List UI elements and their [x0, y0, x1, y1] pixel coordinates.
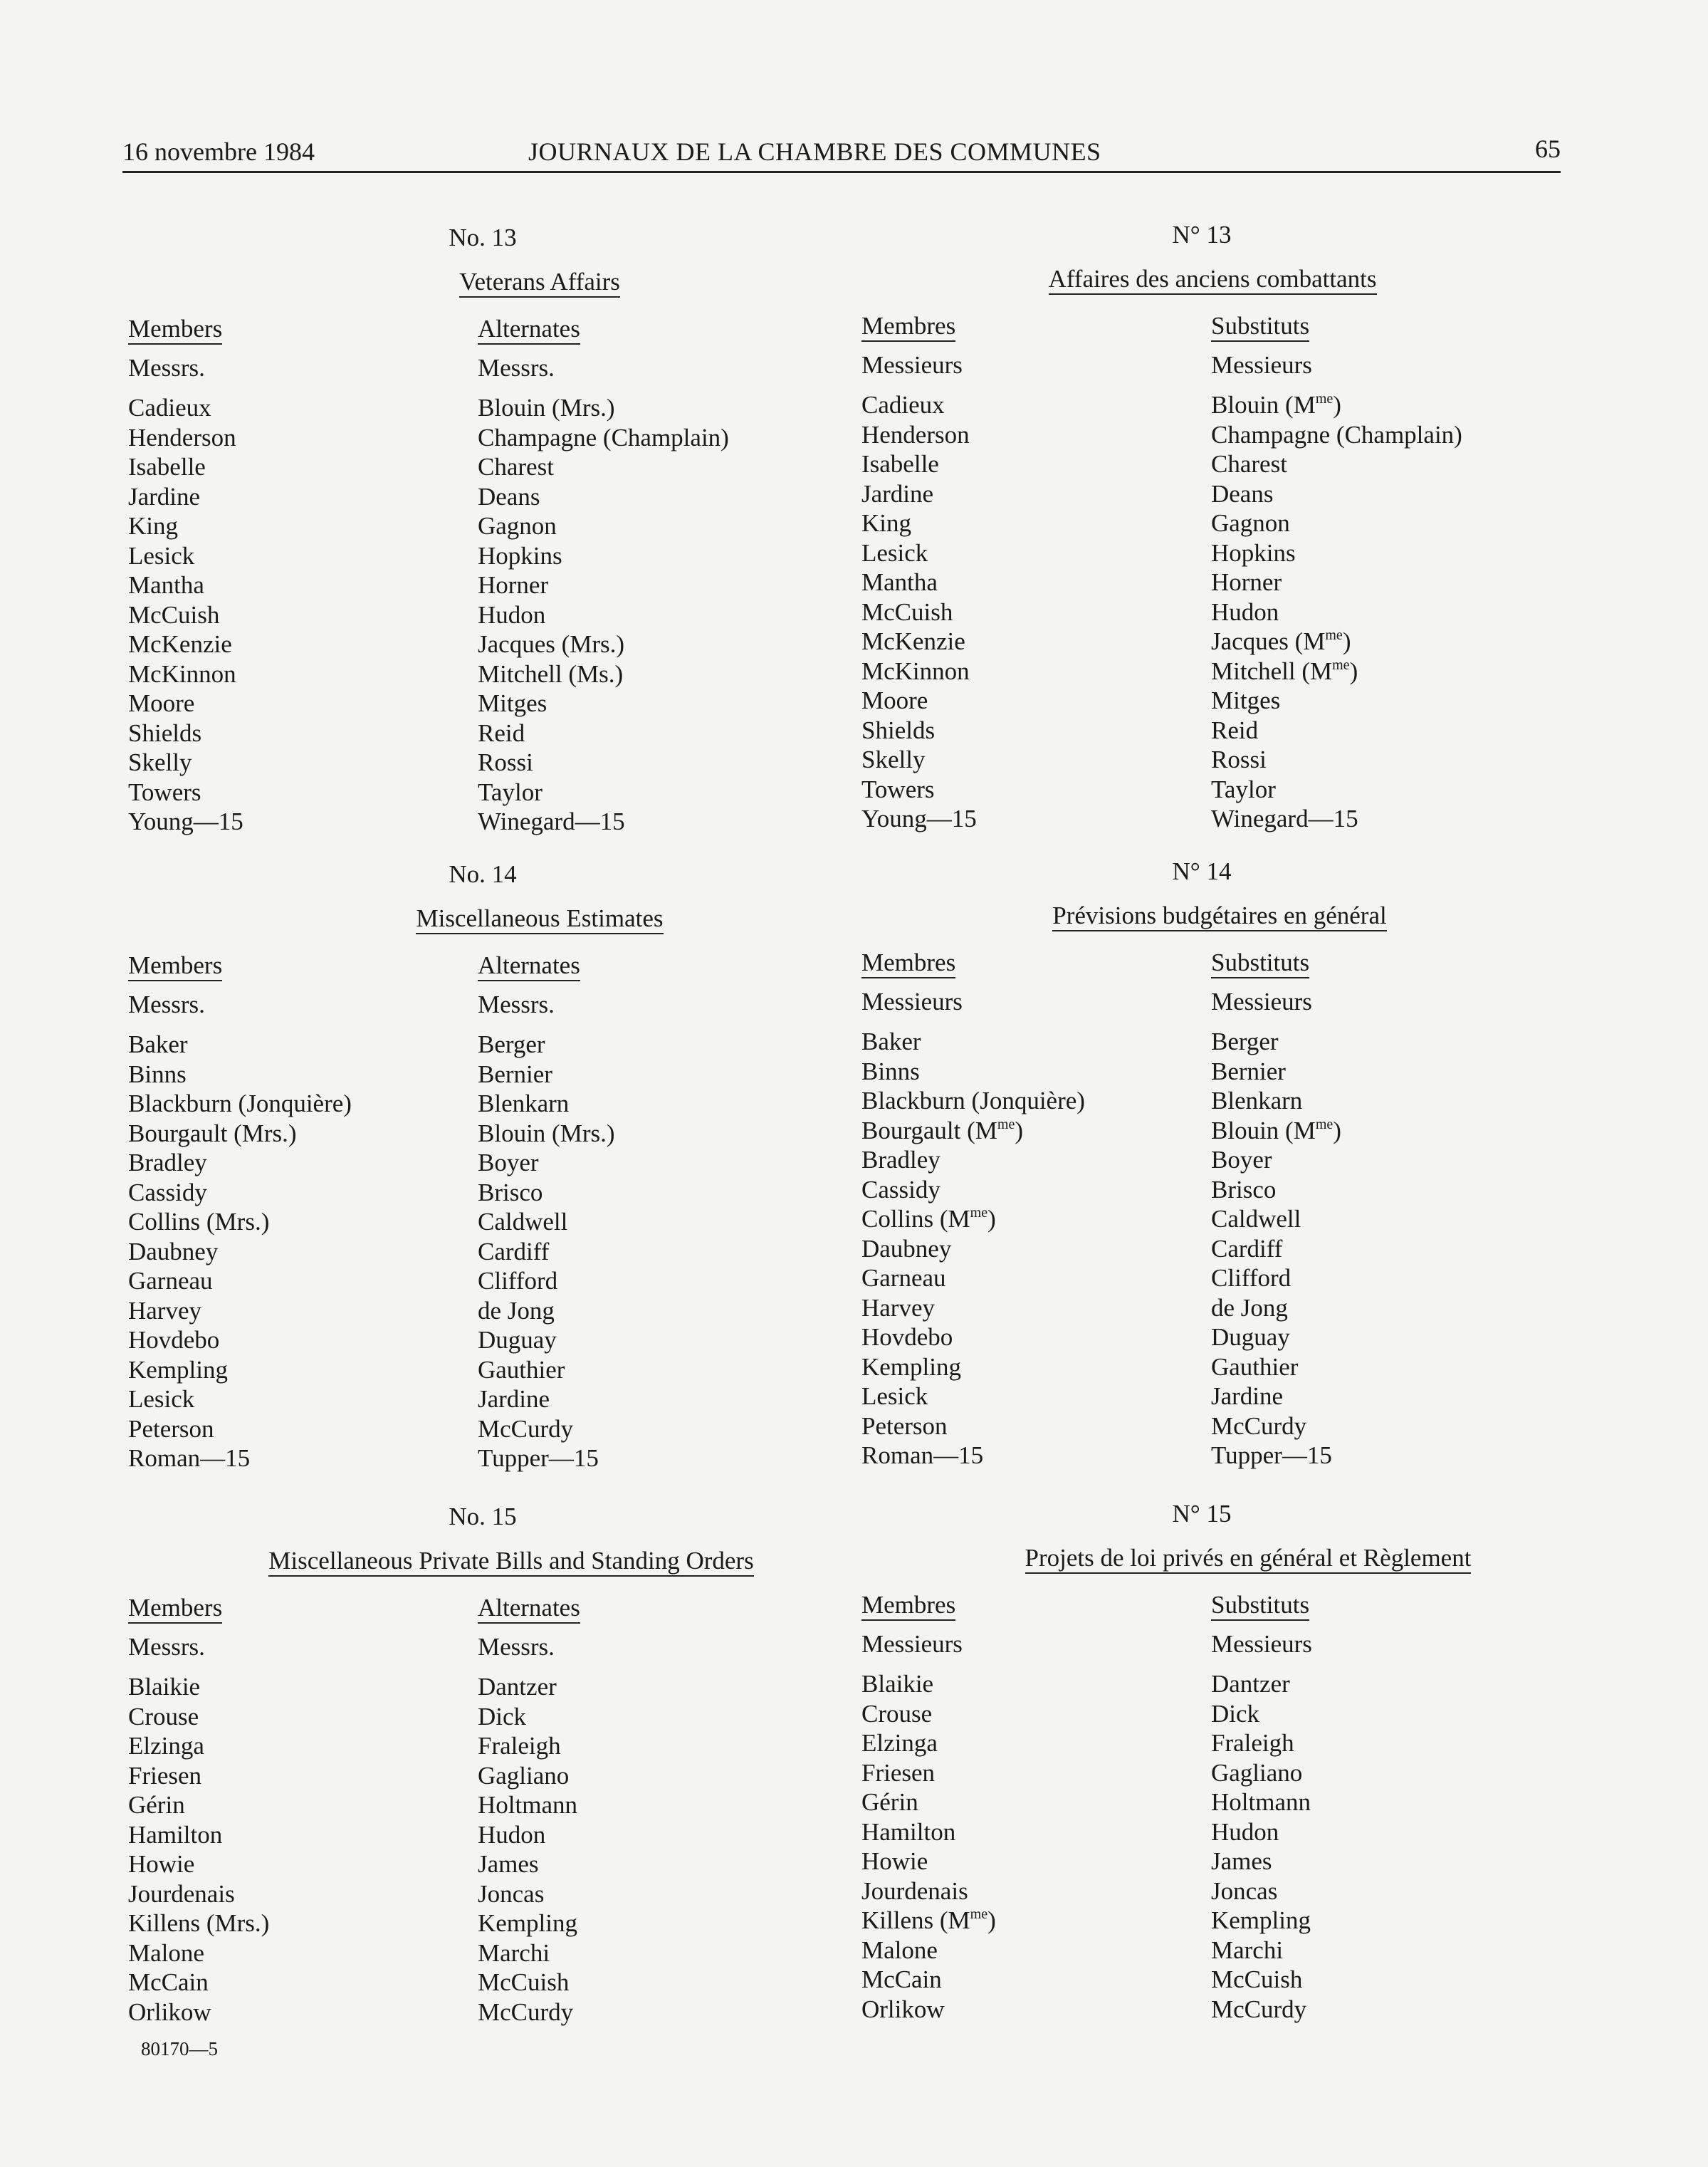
footer-code: 80170—5 [141, 2038, 218, 2059]
list-item: McCain [128, 1968, 209, 1996]
list-item: Bourgault $(M^{me})$ [861, 1116, 1023, 1144]
list-item: Moore [861, 686, 928, 714]
list-item: Binns [861, 1057, 920, 1085]
alternates-list [1211, 1027, 1581, 1471]
list-item: Rossi [1211, 746, 1267, 773]
list-item: Cadieux [861, 391, 945, 419]
list-item: Joncas [1211, 1876, 1278, 1905]
list-item: Jourdenais [861, 1876, 968, 1905]
list-item: Friesen [861, 1758, 936, 1787]
members-heading: Membres [861, 310, 1232, 349]
alternates-column [1211, 1589, 1581, 2024]
list-item: Blouin (Mrs.) [478, 1119, 615, 1147]
list-item: Clifford [1211, 1264, 1292, 1292]
list-item: Taylor [1211, 775, 1276, 803]
list-item: Hovdebo [861, 1323, 953, 1351]
alternates-column [478, 1592, 848, 2027]
list-item: Orlikow [128, 1998, 211, 2026]
list-item: McCurdy [1211, 1411, 1307, 1440]
list-item: Hudon [478, 600, 546, 629]
list-item: Kempling [861, 1352, 961, 1381]
salutation: Messieurs [1211, 1630, 1312, 1658]
list-item: Blaikie [861, 1670, 934, 1698]
list-item: Brisco [478, 1178, 543, 1206]
list-item: Baker [861, 1028, 921, 1055]
list-item: Killens $(M^{me})$ [861, 1906, 996, 1934]
committee-title: Miscellaneous Private Bills and Standing Orders [198, 1547, 824, 1575]
list-item: Cardiff [478, 1237, 550, 1265]
list-item: de Jong [1211, 1293, 1288, 1322]
list-item: Lesick [861, 538, 928, 567]
salutation: Messrs. [128, 354, 205, 382]
committee-number: N° 14 [1172, 857, 1232, 885]
list-item: Shields [861, 716, 936, 744]
list-item: McCurdy [1211, 1995, 1307, 2023]
alternates-list [1211, 390, 1581, 834]
list-item: Berger [478, 1030, 545, 1058]
list-item: James [1211, 1847, 1272, 1875]
list-item: Malone [861, 1936, 938, 1964]
list-item: Harvey [128, 1296, 202, 1325]
list-item: Towers [861, 775, 935, 803]
list-item: Dantzer [1211, 1670, 1290, 1698]
list-item: Deans [1211, 479, 1274, 508]
alternates-list [478, 1672, 848, 2027]
list-item: Daubney [128, 1237, 219, 1265]
list-item: Crouse [861, 1699, 933, 1728]
list-item: McKinnon [128, 659, 236, 688]
list-item: Dick [1211, 1699, 1260, 1728]
committee-title: Prévisions budgétaires en général [1020, 902, 1419, 930]
members-column [128, 1592, 498, 2027]
list-item: James [478, 1850, 539, 1878]
list-item: Gagnon [478, 512, 557, 540]
salutation: Messieurs [861, 1630, 963, 1658]
list-item: Hudon [1211, 1817, 1279, 1846]
alternates-heading: Substituts [1211, 947, 1581, 986]
list-item: Young—15 [128, 808, 243, 835]
list-item: Lesick [128, 1385, 195, 1413]
salutation: Messrs. [478, 1633, 555, 1661]
salutation: Messrs. [478, 354, 555, 382]
committee-number: N° 13 [1172, 221, 1232, 249]
list-item: Marchi [478, 1938, 550, 1967]
list-item: Binns [128, 1060, 187, 1088]
members-column [128, 950, 498, 1473]
list-item: Brisco [1211, 1175, 1277, 1203]
list-item: Jardine [478, 1385, 550, 1413]
list-item: Jacques $(M^{me})$ [1211, 627, 1351, 655]
members-list [861, 1669, 1232, 2024]
list-item: Malone [128, 1938, 204, 1967]
list-item: Jardine [861, 479, 934, 508]
list-item: de Jong [478, 1296, 555, 1325]
list-item: Roman—15 [128, 1444, 251, 1472]
list-item: Gagliano [1211, 1758, 1303, 1787]
list-item: Reid [1211, 716, 1259, 744]
list-item: Young—15 [861, 805, 977, 832]
list-item: Cassidy [861, 1175, 941, 1203]
list-item: Blackburn (Jonquière) [128, 1090, 352, 1117]
alternates-column [1211, 310, 1581, 834]
list-item: Towers [128, 778, 201, 806]
list-item: Henderson [128, 423, 236, 451]
members-heading: Membres [861, 1589, 1232, 1628]
list-item: McCuish [861, 597, 953, 626]
members-heading: Membres [861, 947, 1232, 986]
list-item: Charest [478, 453, 554, 481]
list-item: Champagne (Champlain) [1211, 420, 1462, 449]
list-item: Elzinga [861, 1729, 938, 1757]
list-item: Charest [1211, 450, 1287, 478]
list-item: Gauthier [478, 1355, 565, 1384]
list-item: Reid [478, 719, 525, 747]
list-item: McCuish [1211, 1965, 1303, 1993]
list-item: Mantha [861, 568, 938, 596]
list-item: Horner [1211, 568, 1282, 596]
list-item: Hamilton [861, 1817, 956, 1846]
list-item: Hudon [478, 1820, 546, 1849]
list-item: Howie [861, 1847, 928, 1875]
list-item: McCain [861, 1965, 942, 1993]
list-item: Gauthier [1211, 1352, 1299, 1381]
list-item: Fraleigh [1211, 1729, 1294, 1757]
list-item: Howie [128, 1850, 195, 1878]
list-item: Lesick [861, 1382, 928, 1410]
committee-title: Veterans Affairs [383, 268, 696, 296]
list-item: Holtmann [1211, 1788, 1311, 1816]
members-column [128, 313, 498, 837]
list-item: Garneau [128, 1267, 213, 1295]
list-item: Bourgault (Mrs.) [128, 1119, 297, 1147]
list-item: Blouin $(M^{me})$ [1211, 1116, 1341, 1144]
list-item: Horner [478, 571, 549, 599]
list-item: King [861, 509, 911, 537]
list-item: McKenzie [861, 627, 965, 655]
members-column [861, 1589, 1232, 2024]
list-item: Fraleigh [478, 1732, 561, 1760]
list-item: Peterson [128, 1414, 214, 1443]
list-item: McCuish [128, 600, 220, 629]
alternates-list [478, 393, 848, 837]
list-item: Duguay [1211, 1323, 1290, 1351]
list-item: Joncas [478, 1879, 545, 1908]
list-item: Boyer [478, 1149, 539, 1176]
salutation: Messrs. [128, 1633, 205, 1661]
list-item: Holtmann [478, 1791, 577, 1819]
list-item: Hovdebo [128, 1326, 220, 1354]
list-item: Mitchell $(M^{me})$ [1211, 657, 1358, 685]
list-item: Mitchell (Ms.) [478, 659, 624, 688]
list-item: Collins (Mrs.) [128, 1208, 270, 1236]
alternates-heading: Alternates [478, 313, 848, 352]
list-item: Orlikow [861, 1995, 945, 2023]
list-item: Isabelle [861, 450, 939, 478]
list-item: Mantha [128, 571, 204, 599]
list-item: Kempling [128, 1355, 228, 1384]
list-item: Blackburn (Jonquière) [861, 1087, 1085, 1114]
list-item: Baker [128, 1030, 188, 1058]
committee-title: Affaires des anciens combattants [1027, 265, 1398, 293]
alternates-column [478, 313, 848, 837]
list-item: Kempling [478, 1909, 577, 1937]
members-column [861, 310, 1232, 834]
list-item: Cadieux [128, 394, 211, 422]
list-item: Caldwell [478, 1208, 568, 1236]
list-item: Peterson [861, 1411, 948, 1440]
list-item: Duguay [478, 1326, 557, 1354]
header-page-number: 65 [1535, 135, 1561, 163]
list-item: Rossi [478, 748, 533, 776]
alternates-list [478, 1030, 848, 1473]
list-item: Deans [478, 482, 540, 511]
alternates-heading: Alternates [478, 950, 848, 988]
salutation: Messrs. [128, 991, 205, 1018]
list-item: Blaikie [128, 1673, 201, 1701]
list-item: Hudon [1211, 597, 1279, 626]
committee-number: No. 14 [449, 860, 517, 888]
list-item: Bradley [128, 1149, 207, 1176]
list-item: Taylor [478, 778, 543, 806]
list-item: Gérin [128, 1791, 185, 1819]
list-item: King [128, 512, 178, 540]
list-item: Boyer [1211, 1146, 1272, 1174]
list-item: Jacques (Mrs.) [478, 630, 625, 658]
list-item: Winegard—15 [478, 808, 625, 835]
list-item: Moore [128, 689, 195, 717]
list-item: Roman—15 [861, 1441, 984, 1469]
members-heading: Members [128, 1592, 498, 1631]
list-item: Skelly [128, 748, 192, 776]
list-item: Daubney [861, 1234, 952, 1263]
list-item: Friesen [128, 1761, 202, 1790]
list-item: Blouin $(M^{me})$ [1211, 391, 1341, 419]
list-item: Hopkins [478, 541, 562, 570]
list-item: Gagnon [1211, 509, 1290, 537]
list-item: Lesick [128, 541, 195, 570]
salutation: Messieurs [1211, 988, 1312, 1015]
list-item: Tupper—15 [478, 1444, 599, 1472]
list-item: Hopkins [1211, 538, 1296, 567]
list-item: Champagne (Champlain) [478, 423, 729, 451]
list-item: Clifford [478, 1267, 558, 1295]
alternates-heading: Substituts [1211, 1589, 1581, 1628]
alternates-column [478, 950, 848, 1473]
list-item: McCuish [478, 1968, 570, 1996]
list-item: Garneau [861, 1264, 946, 1292]
list-item: McCurdy [478, 1414, 574, 1443]
list-item: Blenkarn [1211, 1087, 1303, 1114]
salutation: Messieurs [1211, 351, 1312, 379]
list-item: Jardine [128, 482, 201, 511]
list-item: Skelly [861, 746, 926, 773]
list-item: Hamilton [128, 1820, 223, 1849]
list-item: Shields [128, 719, 202, 747]
list-item: Blenkarn [478, 1090, 570, 1117]
members-list [861, 1027, 1232, 1471]
list-item: Gérin [861, 1788, 918, 1816]
list-item: Isabelle [128, 453, 206, 481]
list-item: Dick [478, 1702, 527, 1730]
list-item: Caldwell [1211, 1205, 1301, 1233]
list-item: Harvey [861, 1293, 936, 1322]
list-item: Bernier [1211, 1057, 1286, 1085]
alternates-heading: Substituts [1211, 310, 1581, 349]
members-heading: Members [128, 313, 498, 352]
header-journal-title: JOURNAUX DE LA CHAMBRE DES COMMUNES [528, 137, 1101, 166]
committee-title: Miscellaneous Estimates [326, 904, 753, 933]
members-list [128, 1672, 498, 2027]
list-item: McKinnon [861, 657, 970, 685]
committee-number: N° 15 [1172, 1500, 1232, 1528]
list-item: Cassidy [128, 1178, 207, 1206]
members-list [128, 1030, 498, 1473]
list-item: Bradley [861, 1146, 941, 1174]
list-item: Crouse [128, 1702, 199, 1730]
committee-number: No. 13 [449, 224, 517, 251]
alternates-heading: Alternates [478, 1592, 848, 1631]
committee-number: No. 15 [449, 1503, 517, 1530]
list-item: Tupper—15 [1211, 1441, 1332, 1469]
salutation: Messrs. [478, 991, 555, 1018]
list-item: Gagliano [478, 1761, 570, 1790]
header-date: 16 novembre 1984 [122, 137, 315, 166]
list-item: Collins $(M^{me})$ [861, 1205, 996, 1233]
list-item: Mitges [478, 689, 547, 717]
list-item: Kempling [1211, 1906, 1311, 1934]
committee-title: Projets de loi privés en général et Règlement [963, 1544, 1533, 1572]
list-item: Bernier [478, 1060, 552, 1088]
members-list [861, 390, 1232, 834]
list-item: McKenzie [128, 630, 232, 658]
members-list [128, 393, 498, 837]
list-item: McCurdy [478, 1998, 574, 2026]
list-item: Berger [1211, 1028, 1279, 1055]
list-item: Elzinga [128, 1732, 204, 1760]
list-item: Blouin (Mrs.) [478, 394, 615, 422]
list-item: Dantzer [478, 1673, 557, 1701]
list-item: Killens (Mrs.) [128, 1909, 270, 1937]
list-item: Henderson [861, 420, 970, 449]
list-item: Jourdenais [128, 1879, 235, 1908]
salutation: Messieurs [861, 351, 963, 379]
list-item: Jardine [1211, 1382, 1284, 1410]
alternates-column [1211, 947, 1581, 1471]
list-item: Cardiff [1211, 1234, 1283, 1263]
alternates-list [1211, 1669, 1581, 2024]
salutation: Messieurs [861, 988, 963, 1015]
page-header [122, 127, 1561, 173]
list-item: Marchi [1211, 1936, 1284, 1964]
members-heading: Members [128, 950, 498, 988]
list-item: Winegard—15 [1211, 805, 1358, 832]
members-column [861, 947, 1232, 1471]
list-item: Mitges [1211, 686, 1281, 714]
